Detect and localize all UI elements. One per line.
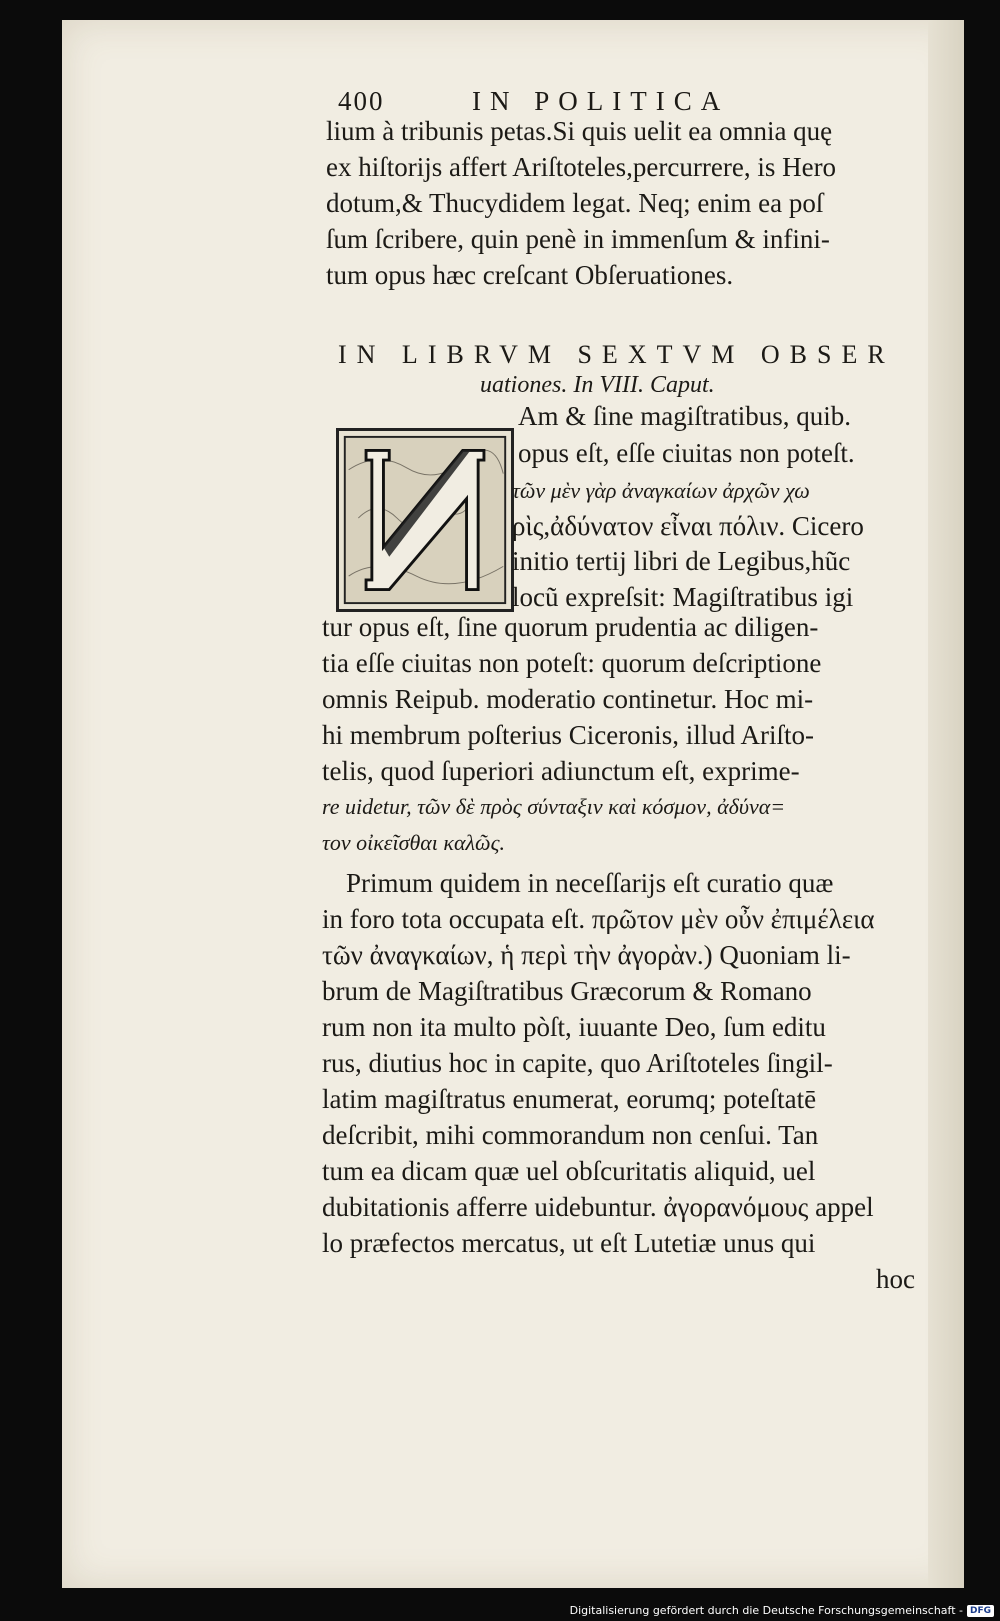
text-line: telis, quod ſuperiori adiunctum eſt, exprime- [322, 756, 800, 786]
footer-text: Digitalisierung gefördert durch die Deutsche Forschungsgemeinschaft - [569, 1604, 963, 1617]
text-line: ρὶς,ἀδύνατον εἶναι πόλιν. Cicero [512, 511, 864, 541]
section-subheading: uationes. In VIII. Caput. [480, 372, 715, 398]
decorated-initial-n-icon [336, 428, 514, 612]
text-line: dubitationis afferre uidebuntur. ἀγορανόμους appel [322, 1192, 874, 1222]
text-line: locũ expreſsit: Magiſtratibus igi [512, 582, 854, 612]
running-head: IN POLITICA [472, 86, 730, 116]
text-line: lium à tribunis petas.Si quis uelit ea omnia quę [326, 116, 833, 146]
text-line: rum non ita multo pòſt, iuuante Deo, ſum editu [322, 1012, 826, 1042]
digitization-footer [570, 1604, 994, 1617]
text-line: initio tertij libri de Legibus,hũc [512, 546, 851, 576]
text-line: dotum,& Thucydidem legat. Neq; enim ea poſ [326, 188, 824, 218]
initial-n-graphic-icon [339, 431, 511, 609]
text-line: τῶν ἀναγκαίων, ἡ περὶ τὴν ἀγορὰν.) Quoniam li- [322, 940, 851, 970]
text-line: tum opus hæc creſcant Obſeruationes. [326, 260, 734, 290]
text-line: Am & ſine magiſtratibus, quib. [518, 401, 851, 431]
text-line: lo præfectos mercatus, ut eſt Lutetiæ unus qui [322, 1228, 816, 1258]
text-line: tia eſſe ciuitas non poteſt: quorum deſcriptione [322, 648, 822, 678]
text-line: τῶν μὲν γὰρ ἀναγκαίων ἀρχῶν χω [512, 478, 810, 503]
text-line: ſum ſcribere, quin penè in immenſum & infini- [326, 224, 830, 254]
text-line: latim magiſtratus enumerat, eorumq; poteſtatē [322, 1084, 817, 1114]
page-edge [928, 20, 964, 1588]
text-line: opus eſt, eſſe ciuitas non poteſt. [518, 438, 855, 468]
text-line: in foro tota occupata eſt. πρῶτον μὲν οὖν ἐπιμέλεια [322, 904, 875, 934]
text-line: deſcribit, mihi commorandum non cenſui. Tan [322, 1120, 819, 1150]
text-line: tum ea dicam quæ uel obſcuritatis aliquid, uel [322, 1156, 816, 1186]
dfg-logo-icon: DFG [967, 1605, 994, 1617]
text-line: Primum quidem in neceſſarijs eſt curatio quæ [346, 868, 834, 898]
text-line: brum de Magiſtratibus Græcorum & Romano [322, 976, 812, 1006]
text-line: ex hiſtorijs affert Ariſtoteles,percurrere, is Hero [326, 152, 837, 182]
catchword: hoc [876, 1264, 915, 1294]
text-line: re uidetur, τῶν δὲ πρὸς σύνταξιν καὶ κόσμον, ἀδύνα= [322, 794, 786, 819]
page-number: 400 [338, 86, 385, 116]
section-heading: IN LIBRVM SEXTVM OBSER [338, 340, 895, 369]
text-line: hi membrum poſterius Ciceronis, illud Ariſto- [322, 720, 814, 750]
text-line: omnis Reipub. moderatio continetur. Hoc mi- [322, 684, 814, 714]
text-line: τον οἰκεῖσθαι καλῶς. [322, 830, 506, 855]
text-line: tur opus eſt, ſine quorum prudentia ac diligen- [322, 612, 819, 642]
page-header [338, 86, 729, 117]
text-line: rus, diutius hoc in capite, quo Ariſtoteles ſingil- [322, 1048, 833, 1078]
